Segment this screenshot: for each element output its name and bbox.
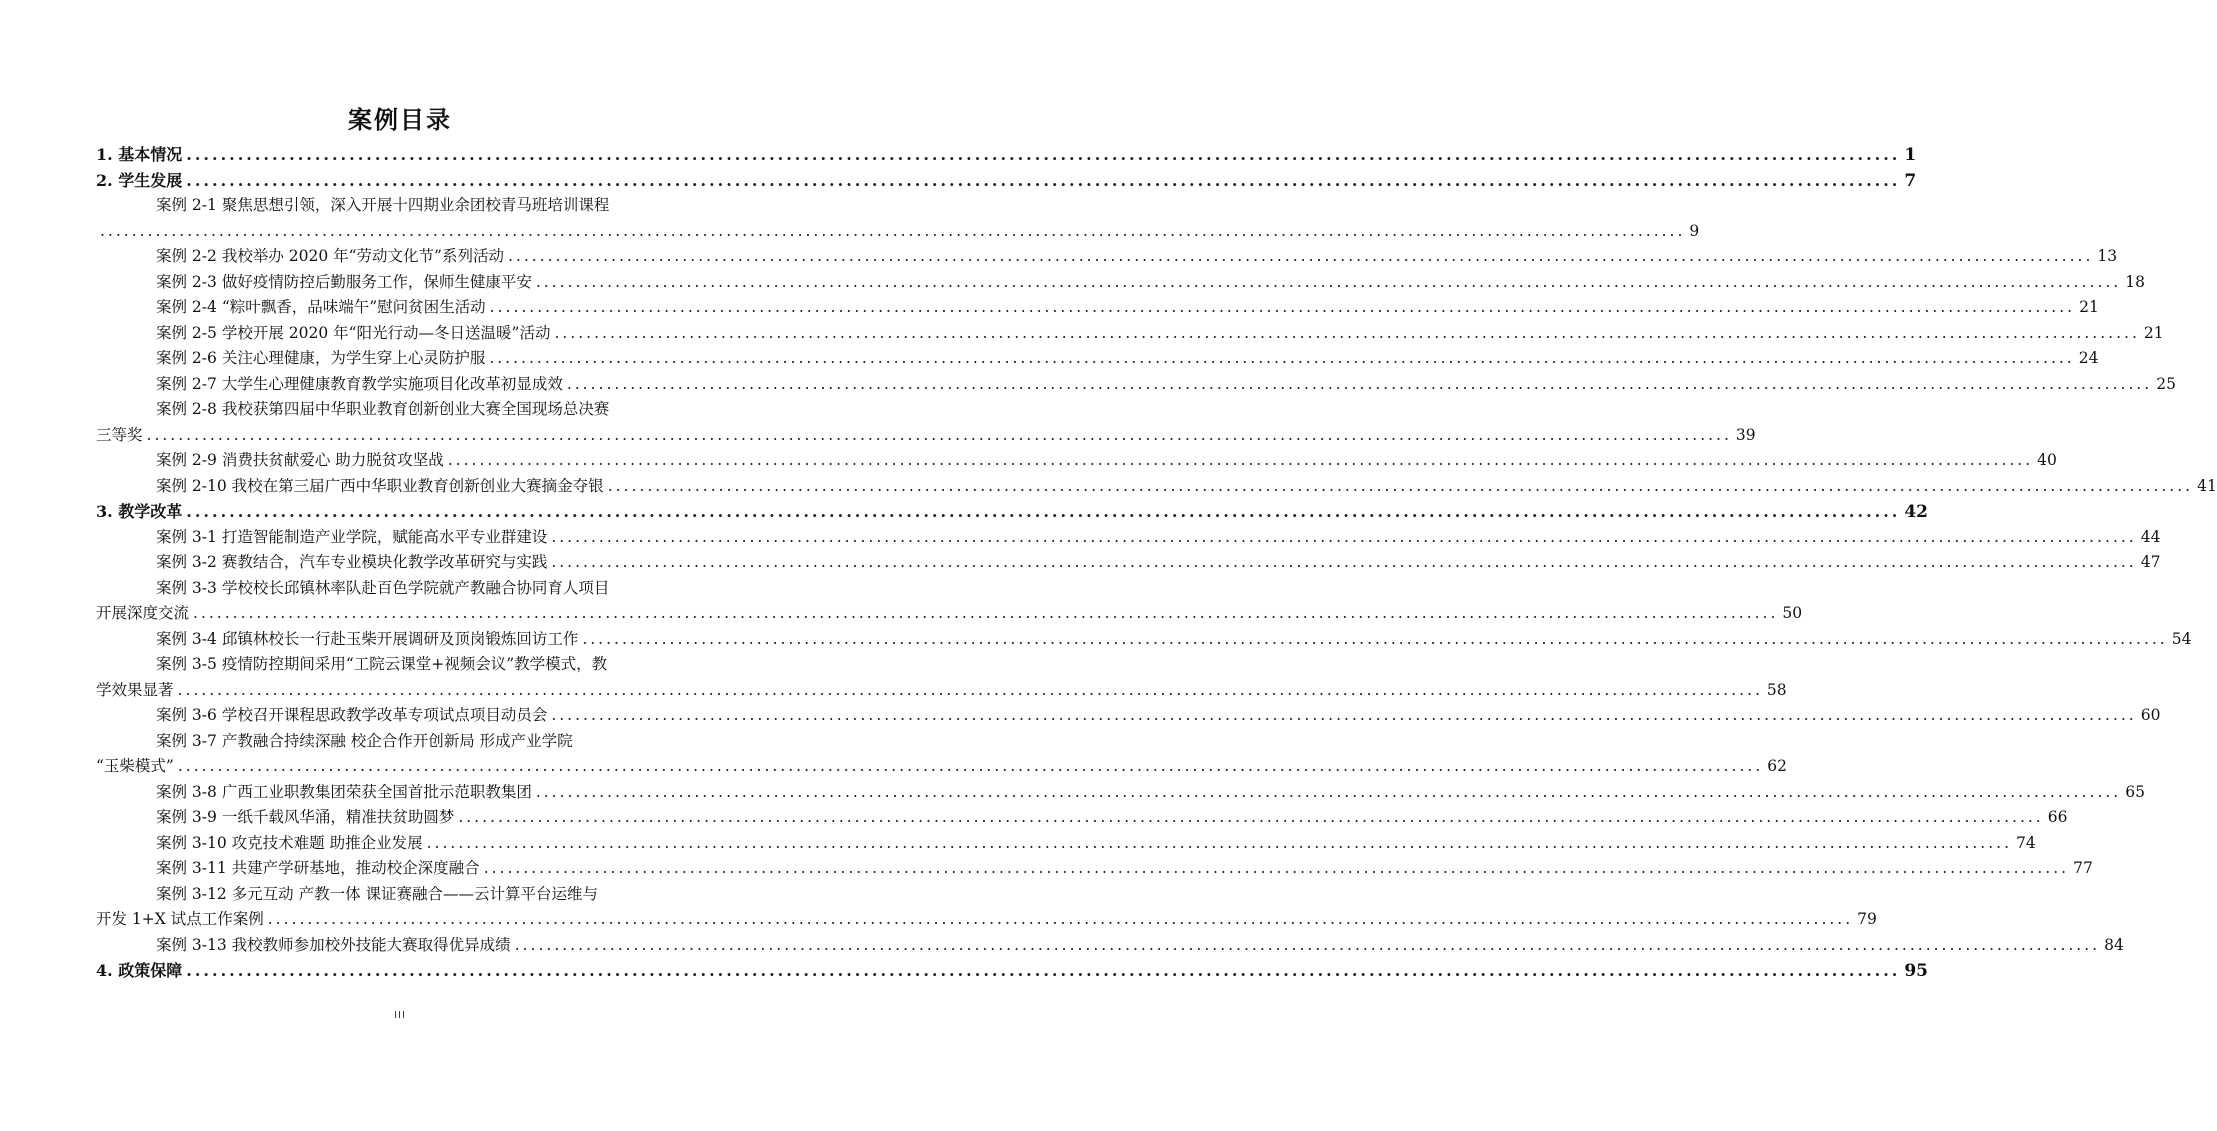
toc-page-number: 66 — [2047, 808, 2068, 826]
toc-entry[interactable] — [96, 372, 2176, 398]
toc-entry[interactable] — [96, 423, 1756, 449]
toc-entry-line1[interactable]: 案例 3-12 多元互动 产教一体 课证赛融合——云计算平台运维与 — [156, 884, 599, 903]
toc-entry-title: 案例 3-11 共建产学研基地，推动校企深度融合 — [156, 859, 480, 877]
toc-page-number: 54 — [2171, 629, 2192, 648]
dot-leader: ........................................................................................................................................................................................................ — [535, 272, 2122, 291]
toc-entry-title: 4. 政策保障 — [96, 961, 183, 980]
toc-entry-title: 案例 2-10 我校在第三届广西中华职业教育创新创业大赛摘金夺银 — [156, 476, 604, 495]
toc-entry[interactable] — [96, 805, 2068, 831]
toc-page-number: 42 — [1904, 502, 1929, 522]
toc-entry[interactable] — [96, 907, 1877, 933]
dot-leader: ........................................................................................................................................................................................................ — [267, 910, 1854, 928]
toc-entry[interactable] — [96, 346, 2099, 372]
toc-list — [96, 142, 2217, 984]
toc-page-number: 40 — [2037, 451, 2057, 469]
toc-page-number: 1 — [1904, 145, 1917, 165]
toc-page-number: 95 — [1904, 961, 1929, 981]
dot-leader: ........................................................................................................................................................................................................ — [458, 808, 2044, 826]
toc-entry-title: 案例 3-6 学校召开课程思政教学改革专项试点项目动员会 — [156, 706, 548, 724]
toc-entry[interactable] — [96, 448, 2057, 474]
toc-entry[interactable] — [96, 601, 1803, 627]
dot-leader: ........................................................................................................................................................................................................ — [489, 349, 2075, 367]
toc-entry-line1[interactable]: 案例 2-8 我校获第四届中华职业教育创新创业大赛全国现场总决赛 — [156, 400, 610, 418]
toc-entry-title: 开展深度交流 — [96, 604, 190, 622]
toc-page-number: 18 — [2125, 272, 2145, 291]
toc-entry-title: 案例 3-1 打造智能制造产业学院，赋能高水平专业群建设 — [156, 527, 548, 546]
dot-leader: ........................................................................................................................................................................................................ — [551, 706, 2137, 724]
toc-entry[interactable] — [96, 703, 2161, 729]
toc-page-number: 65 — [2125, 782, 2145, 801]
dot-leader: ........................................................................................................................................................................................................ — [514, 935, 2101, 954]
dot-leader: ........................................................................................................................................................................................................ — [551, 527, 2137, 546]
toc-page-number: 9 — [1689, 221, 1700, 240]
dot-leader: ........................................................................................................................................................................................................ — [582, 629, 2168, 648]
dot-leader: ........................................................................................................................................................................................................ — [551, 553, 2137, 571]
dot-leader: ........................................................................................................................................................................................................ — [447, 451, 2034, 469]
toc-page-number: 13 — [2097, 247, 2118, 265]
toc-page-number: 79 — [1857, 910, 1877, 928]
toc-entry[interactable] — [96, 142, 1917, 168]
toc-entry-title: 3. 教学改革 — [96, 502, 183, 521]
toc-entry-title: 学效果显著 — [96, 680, 174, 699]
toc-entry-title: 案例 3-8 广西工业职教集团荣获全国首批示范职教集团 — [156, 782, 532, 801]
dot-leader: ........................................................................................................................................................................................................ — [554, 323, 2140, 342]
toc-page-number: 44 — [2140, 527, 2161, 546]
toc-page-number: 25 — [2156, 374, 2176, 393]
toc-entry-line1[interactable]: 案例 3-3 学校校长邱镇林率队赴百色学院就产教融合协同育人项目 — [156, 578, 610, 597]
toc-page-number: 7 — [1904, 170, 1917, 191]
toc-page-number: 39 — [1735, 425, 1756, 444]
toc-page-number: 41 — [2197, 476, 2217, 495]
toc-page-number: 58 — [1766, 680, 1787, 699]
dot-leader: ........................................................................................................................................................................................................ — [607, 476, 2194, 495]
toc-entry-title: 开发 1+X 试点工作案例 — [96, 910, 264, 928]
dot-leader: ........................................................................................................................................................................................................ — [146, 425, 1732, 444]
dot-leader: ........................................................................................................................................................................................................ — [507, 247, 2094, 265]
dot-leader: ........................................................................................................................................................................................................ — [186, 961, 1901, 980]
toc-entry-line1[interactable]: 案例 3-7 产教融合持续深融 校企合作开创新局 形成产业学院 — [156, 731, 573, 750]
toc-entry-title: 2. 学生发展 — [96, 170, 183, 190]
toc-entry[interactable] — [96, 780, 2145, 806]
page-number-footer: III — [394, 1010, 406, 1021]
dot-leader: ........................................................................................................................................................................................................ — [177, 757, 1764, 775]
toc-entry[interactable] — [96, 525, 2161, 551]
toc-entry[interactable] — [96, 168, 1917, 194]
toc-entry[interactable] — [96, 219, 1700, 245]
toc-entry[interactable] — [96, 270, 2145, 296]
toc-entry-title: 案例 3-13 我校教师参加校外技能大赛取得优异成绩 — [156, 935, 511, 954]
toc-entry-title: 案例 2-3 做好疫情防控后勤服务工作，保师生健康平安 — [156, 272, 532, 291]
toc-entry-title: 案例 3-10 攻克技术难题 助推企业发展 — [156, 833, 423, 852]
dot-leader: ........................................................................................................................................................................................................ — [535, 782, 2122, 801]
toc-entry[interactable] — [96, 933, 2124, 959]
toc-entry-title: 案例 3-9 一纸千载风华涌，精准扶贫助圆梦 — [156, 808, 455, 826]
toc-entry-line1[interactable]: 案例 3-5 疫情防控期间采用“工院云课堂+视频会议”教学模式，教 — [156, 655, 608, 673]
toc-page-number: 47 — [2140, 553, 2161, 571]
toc-entry-title: 案例 3-4 邱镇林校长一行赴玉柴开展调研及顶岗锻炼回访工作 — [156, 629, 579, 648]
toc-entry[interactable] — [96, 321, 2164, 347]
dot-leader: ........................................................................................................................................................................................................ — [100, 221, 1686, 240]
toc-entry[interactable] — [96, 958, 1929, 984]
toc-entry[interactable] — [96, 831, 2036, 857]
toc-entry[interactable] — [96, 474, 2217, 500]
toc-entry-title: “玉柴模式” — [96, 757, 174, 775]
toc-entry-title: 案例 2-4 “粽叶飘香，品味端午”慰问贫困生活动 — [156, 298, 486, 316]
toc-entry-title: 1. 基本情况 — [96, 145, 183, 164]
toc-entry-title: 三等奖 — [96, 425, 143, 444]
toc-entry[interactable] — [96, 627, 2192, 653]
toc-entry[interactable] — [96, 499, 1929, 525]
toc-title: 案例目录 — [348, 105, 452, 134]
toc-entry-title: 案例 2-2 我校举办 2020 年“劳动文化节”系列活动 — [156, 247, 504, 265]
toc-entry[interactable] — [96, 295, 2099, 321]
toc-page-number: 84 — [2104, 935, 2124, 954]
toc-entry-title: 案例 2-7 大学生心理健康教育教学实施项目化改革初显成效 — [156, 374, 563, 393]
dot-leader: ........................................................................................................................................................................................................ — [186, 502, 1901, 521]
toc-entry-title: 案例 2-6 关注心理健康，为学生穿上心灵防护服 — [156, 349, 486, 367]
toc-page-number: 21 — [2143, 323, 2164, 342]
toc-entry-title: 案例 2-5 学校开展 2020 年“阳光行动—冬日送温暖”活动 — [156, 323, 551, 342]
dot-leader: ........................................................................................................................................................................................................ — [489, 298, 2076, 316]
dot-leader: ........................................................................................................................................................................................................ — [566, 374, 2153, 393]
toc-page-number: 24 — [2078, 349, 2099, 367]
toc-page-number: 50 — [1782, 604, 1803, 622]
toc-page-number: 77 — [2073, 859, 2093, 877]
toc-entry[interactable] — [96, 754, 1787, 780]
toc-page-number: 21 — [2079, 298, 2099, 316]
dot-leader: ........................................................................................................................................................................................................ — [177, 680, 1763, 699]
dot-leader: ........................................................................................................................................................................................................ — [426, 833, 2013, 852]
dot-leader: ........................................................................................................................................................................................................ — [186, 170, 1901, 190]
toc-page-number: 62 — [1767, 757, 1787, 775]
dot-leader: ........................................................................................................................................................................................................ — [483, 859, 2070, 877]
toc-entry[interactable] — [96, 856, 2093, 882]
toc-entry[interactable] — [96, 678, 1787, 704]
toc-entry-line1[interactable]: 案例 2-1 聚焦思想引领，深入开展十四期业余团校青马班培训课程 — [156, 196, 610, 214]
dot-leader: ........................................................................................................................................................................................................ — [186, 145, 1901, 164]
toc-entry[interactable] — [96, 550, 2161, 576]
toc-entry[interactable] — [96, 244, 2118, 270]
toc-page-number: 74 — [2016, 833, 2036, 852]
toc-entry-title: 案例 3-2 赛教结合，汽车专业模块化教学改革研究与实践 — [156, 553, 548, 571]
dot-leader: ........................................................................................................................................................................................................ — [193, 604, 1779, 622]
toc-entry-title: 案例 2-9 消费扶贫献爱心 助力脱贫攻坚战 — [156, 451, 444, 469]
toc-page-number: 60 — [2140, 706, 2161, 724]
